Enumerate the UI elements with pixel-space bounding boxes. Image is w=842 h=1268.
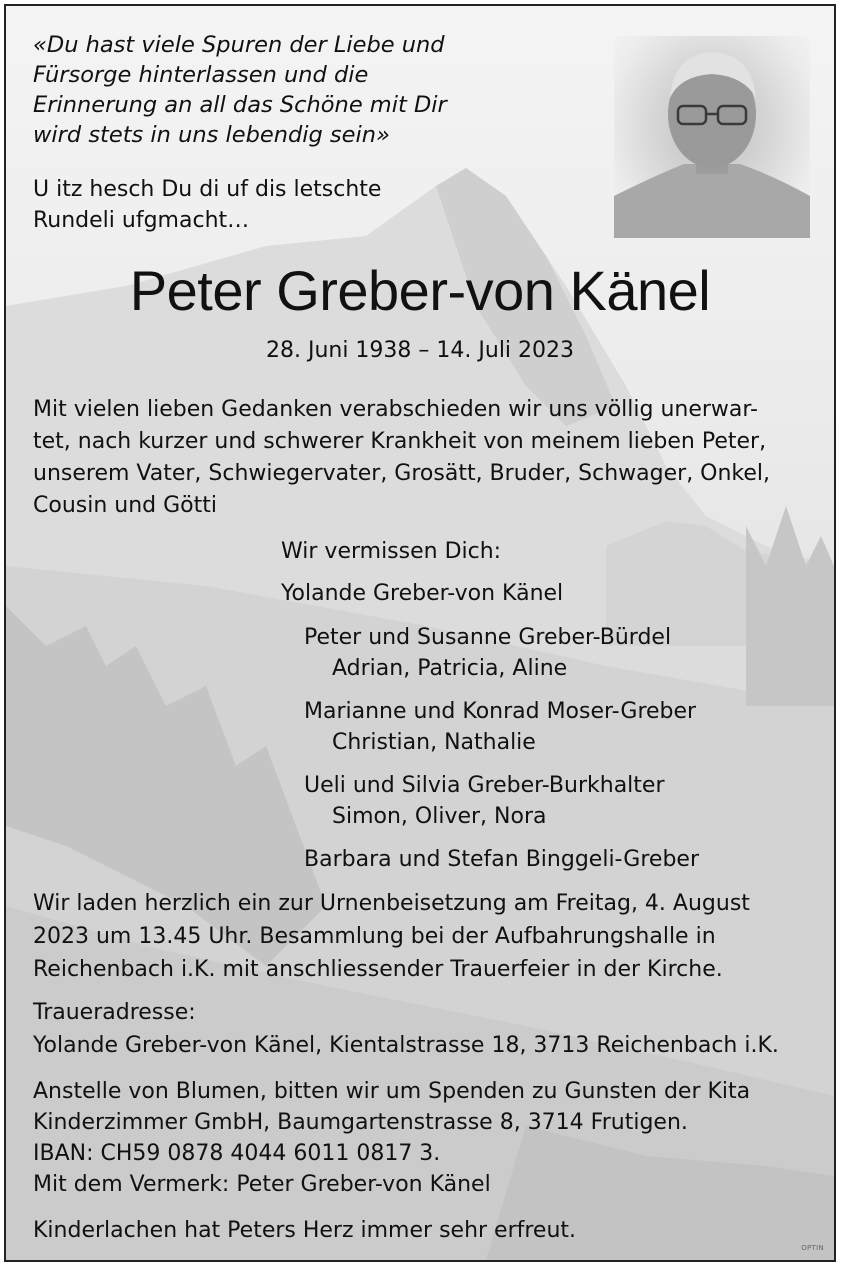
- mourners-heading: Wir vermissen Dich:: [281, 539, 502, 564]
- dialect-line: Rundeli ufgmacht…: [33, 208, 250, 233]
- iban-line: IBAN: CH59 0878 4044 6011 0817 3.: [33, 1141, 441, 1166]
- intro-line: Mit vielen lieben Gedanken verabschieden wir uns völlig unerwar-: [33, 397, 758, 422]
- address-label: Traueradresse:: [33, 1000, 196, 1025]
- intro-line: unserem Vater, Schwiegervater, Grosätt, Bruder, Schwager, Onkel,: [33, 461, 771, 486]
- photo-credit: OPTIN: [801, 1244, 824, 1252]
- family-children: Christian, Nathalie: [332, 730, 536, 755]
- family-parents: Barbara und Stefan Binggeli-Greber: [304, 847, 699, 872]
- intro-line: Cousin und Götti: [33, 493, 217, 518]
- family-children: Simon, Oliver, Nora: [332, 804, 547, 829]
- family-parents: Ueli und Silvia Greber-Burkhalter: [304, 773, 665, 798]
- intro-line: tet, nach kurzer und schwerer Krankheit von meinem lieben Peter,: [33, 429, 767, 454]
- family-parents: Peter und Susanne Greber-Bürdel: [304, 625, 672, 650]
- ceremony-line: Reichenbach i.K. mit anschliessender Trauerfeier in der Kirche.: [33, 957, 723, 982]
- closing-line: Kinderlachen hat Peters Herz immer sehr erfreut.: [33, 1218, 577, 1243]
- address-line: Yolande Greber-von Känel, Kientalstrasse 18, 3713 Reichenbach i.K.: [33, 1033, 779, 1058]
- quote-line: Fürsorge hinterlassen und die: [33, 62, 369, 88]
- quote-line: Erinnerung an all das Schöne mit Dir: [33, 92, 447, 118]
- life-dates: 28. Juni 1938 – 14. Juli 2023: [265, 338, 575, 363]
- ceremony-line: Wir laden herzlich ein zur Urnenbeisetzung am Freitag, 4. August: [33, 891, 750, 916]
- deceased-name: Peter Greber-von Känel: [129, 259, 711, 322]
- mourner-spouse: Yolande Greber-von Känel: [281, 581, 564, 606]
- donation-line: Kinderzimmer GmbH, Baumgartenstrasse 8, 3714 Frutigen.: [33, 1110, 688, 1135]
- quote-line: wird stets in uns lebendig sein»: [33, 122, 390, 148]
- family-parents: Marianne und Konrad Moser-Greber: [304, 699, 697, 724]
- family-children: Adrian, Patricia, Aline: [332, 656, 568, 681]
- donation-line: Anstelle von Blumen, bitten wir um Spenden zu Gunsten der Kita: [33, 1079, 751, 1104]
- donation-reference: Mit dem Vermerk: Peter Greber-von Känel: [33, 1172, 491, 1197]
- obituary-card: [4, 4, 836, 1262]
- ceremony-line: 2023 um 13.45 Uhr. Besammlung bei der Aufbahrungshalle in: [33, 924, 716, 949]
- dialect-line: U itz hesch Du di uf dis letschte: [33, 177, 382, 202]
- quote-line: «Du hast viele Spuren der Liebe und: [33, 32, 445, 58]
